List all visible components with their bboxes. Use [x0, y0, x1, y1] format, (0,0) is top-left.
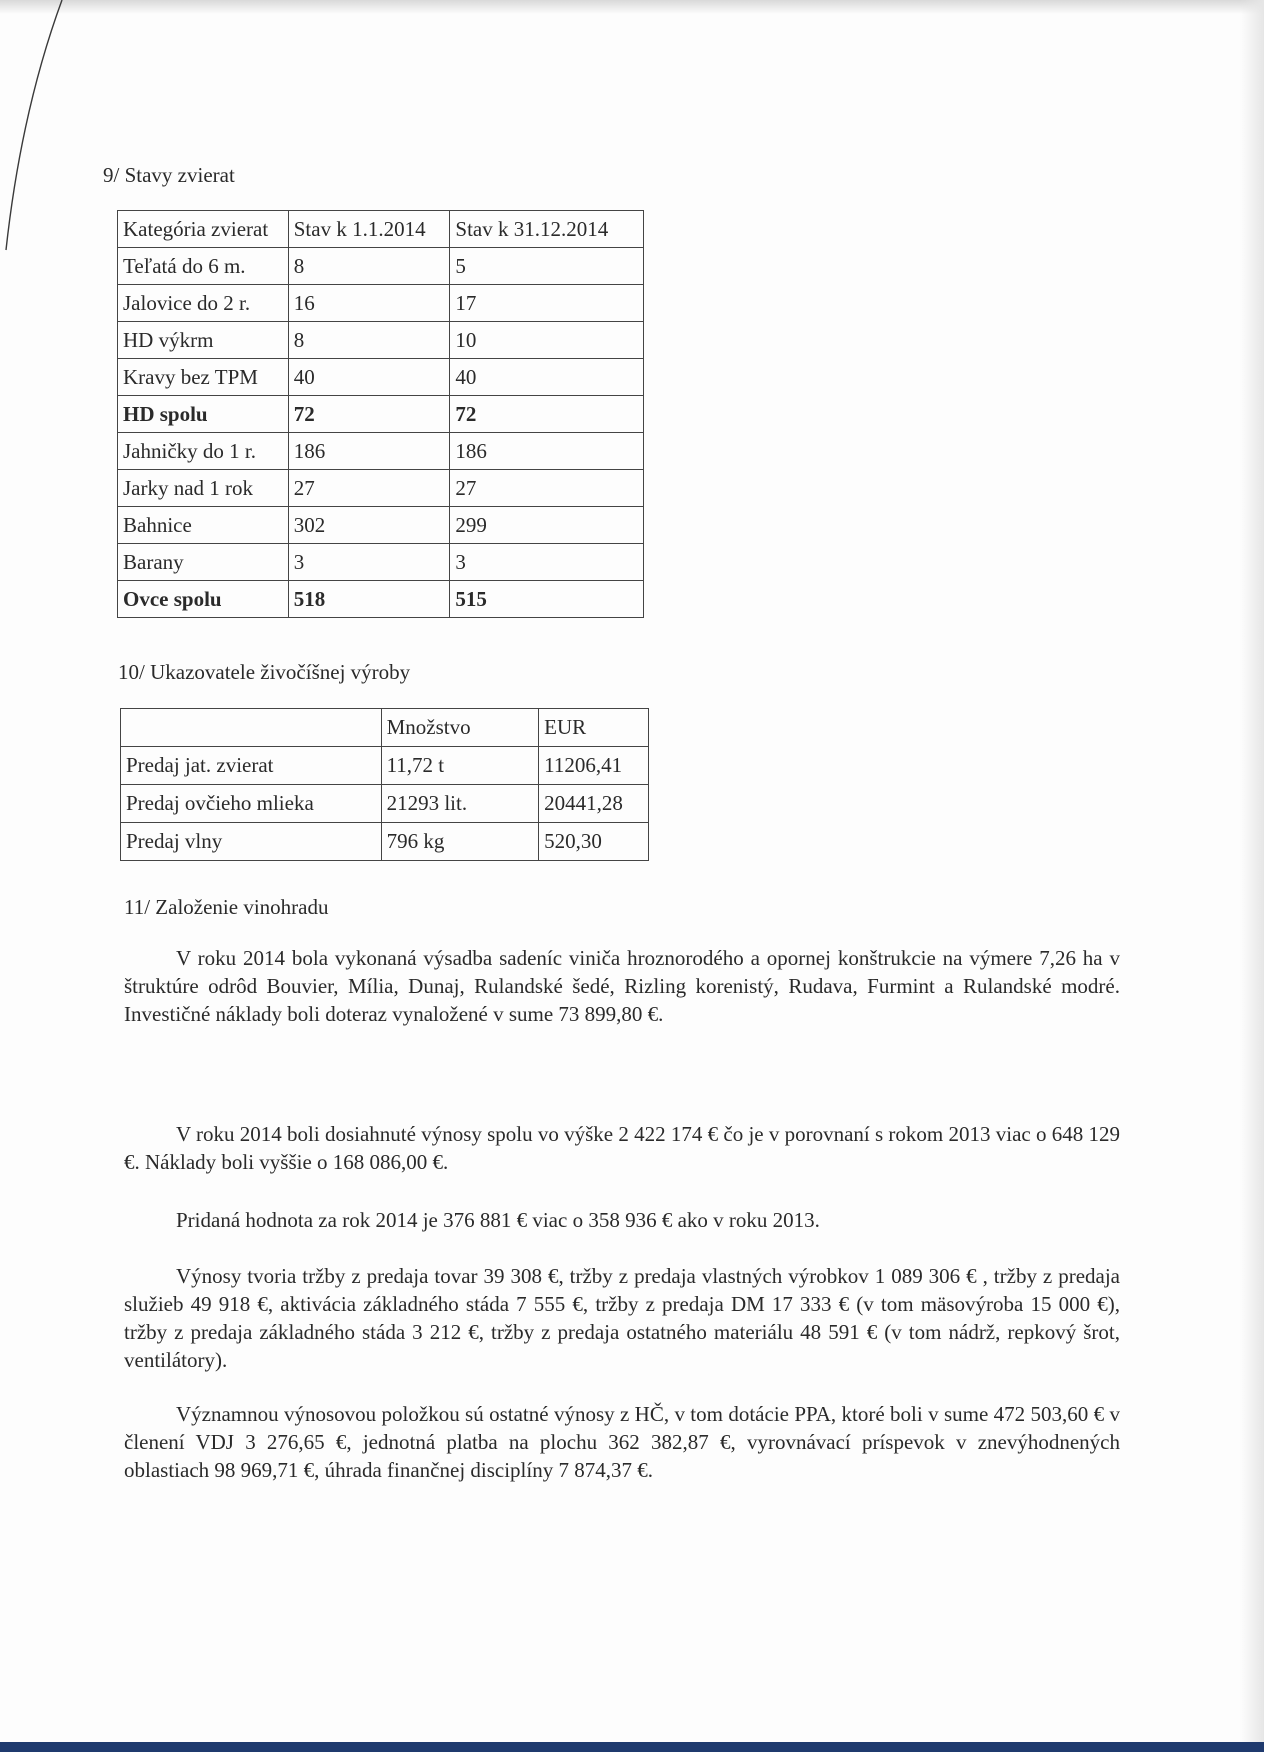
category-cell: HD spolu	[118, 396, 289, 433]
category-cell: Kravy bez TPM	[118, 359, 289, 396]
start-count-cell: 16	[288, 285, 450, 322]
end-count-cell: 5	[450, 248, 644, 285]
table-row	[118, 470, 644, 507]
eur-cell: 11206,41	[539, 747, 649, 785]
end-count-cell: 186	[450, 433, 644, 470]
end-count-cell: 72	[450, 396, 644, 433]
section-9-heading: 9/ Stavy zvierat	[103, 163, 235, 187]
eur-cell: 20441,28	[539, 785, 649, 823]
start-count-cell: 3	[288, 544, 450, 581]
livestock-table	[117, 210, 644, 618]
start-count-cell: 302	[288, 507, 450, 544]
table-row	[118, 433, 644, 470]
end-count-cell: 299	[450, 507, 644, 544]
section-10-heading: 10/ Ukazovatele živočíšnej výroby	[118, 660, 411, 684]
subsidies-paragraph: Významnou výnosovou položkou sú ostatné výnosy z HČ, v tom dotácie PPA, ktoré boli v sume 472 503,60 € v členení VDJ 3 276,65 €, jednotná platba na plochu 362 382,87 €, vyrovnávací príspevok v znevýhodnených oblastiach 98 969,71 €, úhrada finančnej disciplíny 7 874,37 €.	[124, 1402, 1120, 1482]
category-cell: Jalovice do 2 r.	[118, 285, 289, 322]
table-row	[118, 359, 644, 396]
table-row	[118, 507, 644, 544]
category-cell: Ovce spolu	[118, 581, 289, 618]
item-cell: Predaj jat. zvierat	[121, 747, 382, 785]
table-row	[121, 823, 649, 861]
item-cell: Predaj ovčieho mlieka	[121, 785, 382, 823]
column-header: Kategória zvierat	[118, 211, 289, 248]
start-count-cell: 40	[288, 359, 450, 396]
table-header-row	[118, 211, 644, 248]
item-cell: Predaj vlny	[121, 823, 382, 861]
category-cell: Teľatá do 6 m.	[118, 248, 289, 285]
column-header	[121, 709, 382, 747]
scan-fold-line	[0, 0, 80, 260]
category-cell: Jahničky do 1 r.	[118, 433, 289, 470]
start-count-cell: 8	[288, 322, 450, 359]
quantity-cell: 11,72 t	[381, 747, 539, 785]
quantity-cell: 796 kg	[381, 823, 539, 861]
table-row	[121, 785, 649, 823]
scan-edge-bottom	[0, 1742, 1264, 1752]
scan-edge-right	[1240, 0, 1264, 1752]
table-header-row	[121, 709, 649, 747]
start-count-cell: 518	[288, 581, 450, 618]
start-count-cell: 8	[288, 248, 450, 285]
end-count-cell: 10	[450, 322, 644, 359]
animal-production-table	[120, 708, 649, 861]
column-header: Množstvo	[381, 709, 539, 747]
table-row	[118, 248, 644, 285]
table-row	[118, 285, 644, 322]
column-header: Stav k 31.12.2014	[450, 211, 644, 248]
table-subtotal-row	[118, 396, 644, 433]
vineyard-paragraph: V roku 2014 bola vykonaná výsadba sadeníc viniča hroznorodého a opornej konštrukcie na výmere 7,26 ha v štruktúre odrôd Bouvier, Mília, Dunaj, Rulandské šedé, Rizling korenistý, Rudava, Furmint a Rulandské modré. Investičné náklady boli doteraz vynaložené v sume 73 899,80 €.	[124, 946, 1120, 1026]
added-value-paragraph: Pridaná hodnota za rok 2014 je 376 881 € viac o 358 936 € ako v roku 2013.	[176, 1208, 820, 1232]
category-cell: Jarky nad 1 rok	[118, 470, 289, 507]
start-count-cell: 27	[288, 470, 450, 507]
revenue-summary-paragraph: V roku 2014 boli dosiahnuté výnosy spolu vo výške 2 422 174 € čo je v porovnaní s rokom 2013 viac o 648 129 €. Náklady boli vyššie o 168 086,00 €.	[124, 1122, 1120, 1174]
end-count-cell: 17	[450, 285, 644, 322]
table-total-row	[118, 581, 644, 618]
table-row	[118, 322, 644, 359]
category-cell: Bahnice	[118, 507, 289, 544]
end-count-cell: 515	[450, 581, 644, 618]
table-row	[121, 747, 649, 785]
section-11-heading: 11/ Založenie vinohradu	[124, 895, 329, 919]
end-count-cell: 27	[450, 470, 644, 507]
column-header: Stav k 1.1.2014	[288, 211, 450, 248]
start-count-cell: 186	[288, 433, 450, 470]
start-count-cell: 72	[288, 396, 450, 433]
revenue-breakdown-paragraph: Výnosy tvoria tržby z predaja tovar 39 308 €, tržby z predaja vlastných výrobkov 1 089 306 € , tržby z predaja služieb 49 918 €, aktivácia základného stáda 7 555 €, tržby z predaja DM 17 333 € (v tom mäsovýroba 15 000 €), tržby z predaja základného stáda 3 212 €, tržby z predaja ostatného materiálu 48 591 € (v tom nádrž, repkový šrot, ventilátory).	[124, 1264, 1120, 1372]
quantity-cell: 21293 lit.	[381, 785, 539, 823]
scan-edge-top	[0, 0, 1264, 14]
table-row	[118, 544, 644, 581]
category-cell: Barany	[118, 544, 289, 581]
category-cell: HD výkrm	[118, 322, 289, 359]
column-header: EUR	[539, 709, 649, 747]
end-count-cell: 3	[450, 544, 644, 581]
eur-cell: 520,30	[539, 823, 649, 861]
end-count-cell: 40	[450, 359, 644, 396]
